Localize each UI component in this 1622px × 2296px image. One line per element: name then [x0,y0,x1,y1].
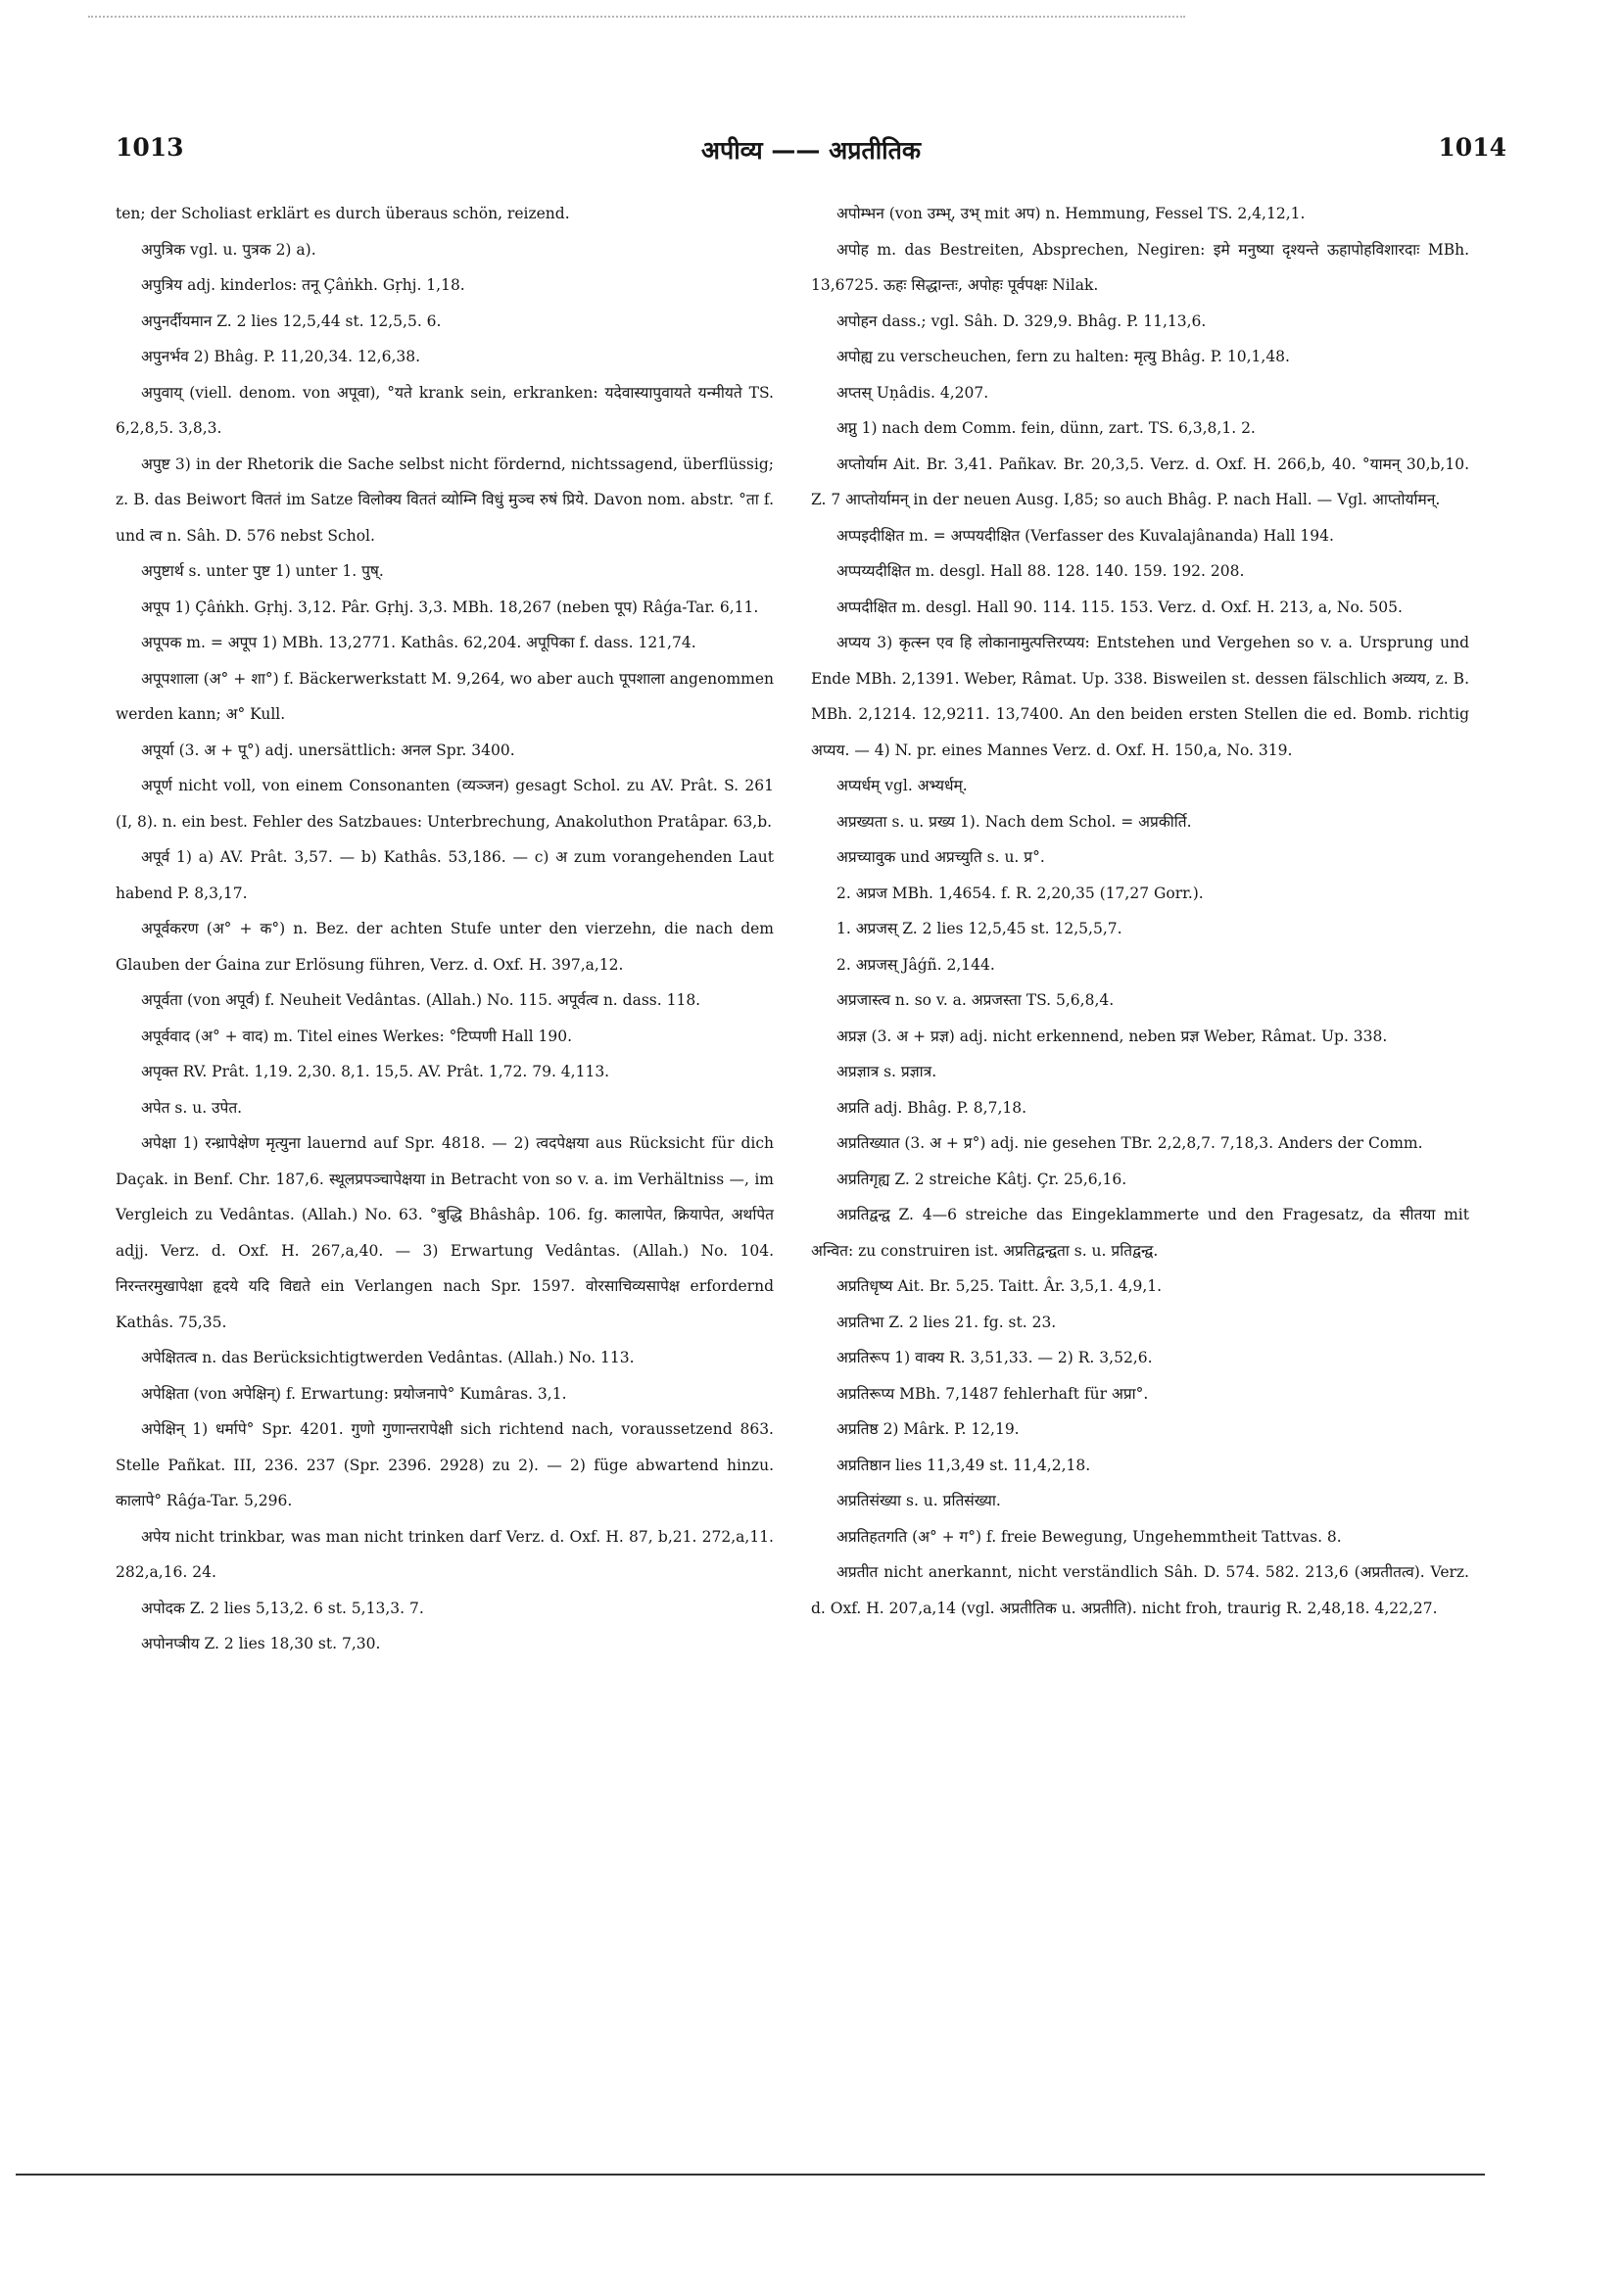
running-title: अपीव्य —— अप्रतीतिक [700,136,922,165]
dictionary-entry: अप्रतिष्ठ 2) Mârk. P. 12,19. [836,1420,1020,1438]
dictionary-entry: अप्रति adj. Bhâg. P. 8,7,18. [836,1098,1027,1117]
dictionary-entry: अपुत्रिय adj. kinderlos: तनू Çâṅkh. Gṛhj. 1,18. [141,276,465,294]
dictionary-entry: अपोम्भन (von उम्भ्, उभ् mit अप) n. Hemmung, Fessel TS. 2,4,12,1. [836,205,1306,222]
dictionary-entry: अपुवाय् (viell. denom. von अपूवा), °यते krank sein, erkranken: यदेवास्यापुवायते यन्मीयते TS. 6,2,8,5. 3,8,3. [116,383,774,437]
dictionary-entry: अप्रज्ञात्र s. प्रज्ञात्र. [836,1063,937,1080]
dictionary-entry: अपेक्षिता (von अपेक्षिन्) f. Erwartung: प्रयोजनापे° Kumâras. 3,1. [141,1384,567,1403]
dictionary-entry: अपोह m. das Bestreiten, Absprechen, Negiren: इमे मनुष्या दृश्यन्ते ऊहापोहविशारदाः MBh. 13,6725. ऊहः सिद्धान्तः, अपोहः पूर्वपक्षः Nilak. [811,240,1469,294]
dictionary-entry: अपूपशाला (अ° + शा°) f. Bäckerwerkstatt M. 9,264, wo aber auch पूपशाला angenommen werden kann; अ° Kull. [116,669,774,723]
dictionary-entry: अपोनप्त्रीय Z. 2 lies 18,30 st. 7,30. [141,1635,381,1652]
dictionary-entry: अप्रतिगृह्य Z. 2 streiche Kâtj. Çr. 25,6,16. [836,1170,1127,1188]
dictionary-entry: अप्रतिरूप 1) वाक्य R. 3,51,33. — 2) R. 3,52,6. [836,1349,1153,1366]
bottom-rule [16,2174,1485,2176]
dictionary-entry: अप्रच्यावुक und अप्रच्युति s. u. प्र°. [836,848,1045,866]
left-page-number: 1013 [116,133,184,162]
left-column [116,196,774,1662]
dictionary-entry: अपेय nicht trinkbar, was man nicht trinken darf Verz. d. Oxf. H. 87, b,21. 272,a,11. 282,a,16. 24. [116,1527,774,1581]
dictionary-entry: अप्रज्ञ (3. अ + प्रज्ञ) adj. nicht erkennend, neben प्रज्ञ Weber, Râmat. Up. 338. [836,1027,1388,1045]
dictionary-entry: अप्पदीक्षित m. desgl. Hall 90. 114. 115. 153. Verz. d. Oxf. H. 213, a, No. 505. [836,598,1403,616]
dictionary-entry: अपूप 1) Çâṅkh. Gṛhj. 3,12. Pâr. Gṛhj. 3,3. MBh. 18,267 (neben पूप) Râǵa-Tar. 6,11. [141,598,759,616]
dictionary-entry: अपुष्टार्थ s. unter पुष्ट 1) unter 1. पुष्. [141,562,384,580]
dictionary-entry: अप्रजास्त्व n. so v. a. अप्रजस्ता TS. 5,6,8,4. [836,991,1115,1009]
dictionary-entry: अप्पइदीक्षित m. = अप्पयदीक्षित (Verfasser des Kuvalajânanda) Hall 194. [836,526,1334,545]
dictionary-entry: अप्रतिसंख्या s. u. प्रतिसंख्या. [836,1492,1001,1509]
dictionary-entry: अप्रख्यता s. u. प्रख्य 1). Nach dem Schol. = अप्रकीर्ति. [836,812,1192,831]
dictionary-entry: अप्रतिरूप्य MBh. 7,1487 fehlerhaft für अप्रा°. [836,1384,1149,1403]
dictionary-entry: अपुनर्भव 2) Bhâg. P. 11,20,34. 12,6,38. [141,348,421,365]
dictionary-entry: अप्रतिष्ठान lies 11,3,49 st. 11,4,2,18. [836,1456,1091,1474]
dictionary-entry: अपोह्य zu verscheuchen, fern zu halten: मृत्यु Bhâg. P. 10,1,48. [836,348,1290,365]
dictionary-entry: 1. अप्रजस् Z. 2 lies 12,5,45 st. 12,5,5,7. [836,920,1122,937]
dictionary-entry: अप्रतिभा Z. 2 lies 21. fg. st. 23. [836,1313,1057,1331]
dictionary-entry: अपृक्त RV. Prât. 1,19. 2,30. 8,1. 15,5. AV. Prât. 1,72. 79. 4,113. [141,1063,610,1080]
right-page-number: 1014 [1438,133,1506,162]
dictionary-entry: अपुनर्दीयमान Z. 2 lies 12,5,44 st. 12,5,5. 6. [141,311,442,330]
dictionary-entry: अपूपक m. = अपूप 1) MBh. 13,2771. Kathâs. 62,204. अपूपिका f. dass. 121,74. [141,634,696,651]
dictionary-entry: अपोदक Z. 2 lies 5,13,2. 6 st. 5,13,3. 7. [141,1599,424,1617]
dictionary-entry: अप्रतिधृष्य Ait. Br. 5,25. Taitt. Âr. 3,5,1. 4,9,1. [836,1277,1163,1295]
dictionary-entry: अप्तस् Uṇâdis. 4,207. [836,383,989,402]
dictionary-entry: अपुत्रिक vgl. u. पुत्रक 2) a). [141,240,316,259]
dictionary-entry: अपूर्वता (von अपूर्व) f. Neuheit Vedântas. (Allah.) No. 115. अपूर्वत्व n. dass. 118. [141,991,701,1009]
dictionary-entry: अपूर्ण nicht voll, von einem Consonanten (व्यञ्जन) gesagt Schol. zu AV. Prât. S. 261 (I, 8). n. ein best. Fehler des Satzbaues: Unterbrechung, Anakoluthon Pratâpar. 63,b. [116,777,774,831]
dictionary-entry: अपेक्षिन् 1) धर्मापे° Spr. 4201. गुणो गुणान्तरापेक्षी sich richtend nach, voraussetzend 863. Stelle Pañkat. III, 236. 237 (Spr. 2396. 2928) zu 2). — 2) füge abwartend hinzu. कालापे° Râǵa-Tar. 5,296. [116,1420,774,1509]
scan-noise-line [88,16,1185,20]
dictionary-entry: अप्रतिहतगति (अ° + ग°) f. freie Bewegung, Ungehemmtheit Tattvas. 8. [836,1527,1342,1546]
dictionary-entry: अप्नु 1) nach dem Comm. fein, dünn, zart. TS. 6,3,8,1. 2. [836,419,1256,437]
page-header [116,133,1506,172]
dictionary-entry: अप्रतीत nicht anerkannt, nicht verständlich Sâh. D. 574. 582. 213,6 (अप्रतीतत्व). Verz. d. Oxf. H. 207,a,14 (vgl. अप्रतीतिक u. अप्रतीति). nicht froh, traurig R. 2,48,18. 4,22,27. [811,1563,1469,1617]
dictionary-entry: अपेक्षितत्व n. das Berücksichtigtwerden Vedântas. (Allah.) No. 113. [141,1349,635,1366]
dictionary-entry: अप्यर्धम् vgl. अभ्यर्धम्. [836,777,968,794]
dictionary-entry: अपूर्या (3. अ + पू°) adj. unersättlich: अनल Spr. 3400. [141,741,515,759]
dictionary-entry: अपूर्व 1) a) AV. Prât. 3,57. — b) Kathâs. 53,186. — c) अ zum vorangehenden Laut habend P. 8,3,17. [116,848,774,902]
dictionary-entry: अप्यय 3) कृत्स्न एव हि लोकानामुत्पत्तिरप्यय: Entstehen und Vergehen so v. a. Ursprung und Ende MBh. 2,1391. Weber, Râmat. Up. 338. Bisweilen st. dessen fälschlich अव्यय, z. B. MBh. 2,1214. 12,9211. 13,7400. An den beiden ersten Stellen die ed. Bomb. richtig अप्यय. — 4) N. pr. eines Mannes Verz. d. Oxf. H. 150,a, No. 319. [811,634,1469,759]
dictionary-entry: 2. अप्रजस् Jâǵñ. 2,144. [836,955,995,974]
dictionary-entry: अपूर्वकरण (अ° + क°) n. Bez. der achten Stufe unter den vierzehn, die nach dem Glauben der Ǵaina zur Erlösung führen, Verz. d. Oxf. H. 397,a,12. [116,920,774,974]
dictionary-entry: अप्तोर्याम Ait. Br. 3,41. Pañkav. Br. 20,3,5. Verz. d. Oxf. H. 266,b, 40. °यामन् 30,b,10. Z. 7 आप्तोर्यामन् in der neuen Ausg. I,85; so auch Bhâg. P. nach Hall. — Vgl. आप्तोर्यामन्. [811,454,1469,508]
dictionary-entry: अपूर्ववाद (अ° + वाद) m. Titel eines Werkes: °टिप्पणी Hall 190. [141,1027,573,1045]
dictionary-entry: ten; der Scholiast erklärt es durch überaus schön, reizend. [116,205,570,222]
dictionary-entry: अपोहन dass.; vgl. Sâh. D. 329,9. Bhâg. P. 11,13,6. [836,311,1207,330]
dictionary-entry: अप्रतिख्यात (3. अ + प्र°) adj. nie gesehen TBr. 2,2,8,7. 7,18,3. Anders der Comm. [836,1134,1423,1152]
dictionary-entry: अपेक्षा 1) रन्ध्रापेक्षेण मृत्युना lauernd auf Spr. 4818. — 2) त्वदपेक्षया aus Rücksicht für dich Daçak. in Benf. Chr. 187,6. स्थूलप्रपञ्चापेक्षया in Betracht von so v. a. im Verhältniss —, im Vergleich zu Vedântas. (Allah.) No. 63. °बुद्धि Bhâshâp. 106. fg. कालापेत, क्रियापेत, अर्थापेत adjj. Verz. d. Oxf. H. 267,a,40. — 3) Erwartung Vedântas. (Allah.) No. 104. निरन्तरमुखापेक्षा हृदये यदि विद्यते ein Verlangen nach Spr. 1597. वोरसाचिव्यसापेक्ष erfordernd Kathâs. 75,35. [116,1134,774,1331]
dictionary-entry: अप्पय्यदीक्षित m. desgl. Hall 88. 128. 140. 159. 192. 208. [836,562,1245,580]
dictionary-entry: अपेत s. u. उपेत. [141,1098,243,1117]
dictionary-entry: 2. अप्रज MBh. 1,4654. f. R. 2,20,35 (17,27 Gorr.). [836,884,1204,902]
dictionary-entry: अप्रतिद्वन्द्व Z. 4—6 streiche das Eingeklammerte und den Fragesatz, da सीतया mit अन्वित: zu construiren ist. अप्रतिद्वन्द्वता s. u. प्रतिद्वन्द्व. [811,1206,1469,1260]
right-column [811,196,1469,1626]
dictionary-entry: अपुष्ट 3) in der Rhetorik die Sache selbst nicht fördernd, nichtssagend, überflüssig; z. B. das Beiwort विततं im Satze विलोक्य विततं व्योम्नि विधुं मुञ्च रुषं प्रिये. Davon nom. abstr. °ता f. und त्व n. Sâh. D. 576 nebst Schol. [116,454,774,545]
